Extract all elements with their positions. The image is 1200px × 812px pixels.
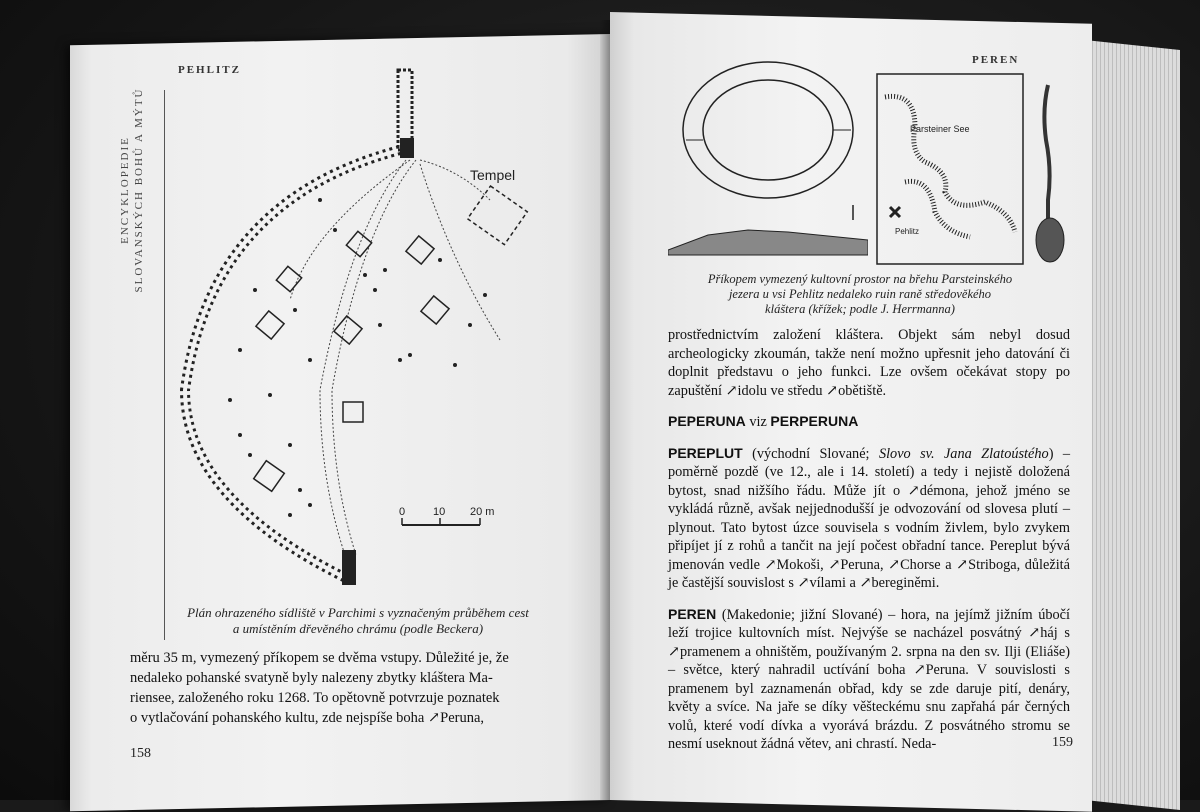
entry-term: PEPERUNA <box>668 413 746 429</box>
entry-peperuna <box>668 412 1070 432</box>
left-caption-line2: a umístěním dřevěného chrámu (podle Beckera) <box>232 621 484 636</box>
left-body-line: o vytlačování pohanského kultu, zde nejspíše boha ↗Peruna, <box>130 710 485 726</box>
bronze-pin-figure <box>1030 80 1070 270</box>
settlement-plan-figure <box>170 60 550 600</box>
entry-term: PEREN <box>668 605 717 622</box>
scale-label-0: 0 <box>399 506 406 518</box>
left-caption-line1: Plán ohrazeného sídliště v Parchimi s vyznačeným průběhem cest <box>187 605 529 620</box>
entry-text: (východní Slované; <box>742 445 879 462</box>
right-page-number: 159 <box>1052 735 1073 750</box>
left-body-line: měru 35 m, vymezený příkopem se dvěma vstupy. Důležité je, že <box>130 650 509 666</box>
entry-term: PEREPLUT <box>668 444 743 461</box>
temple-label: Tempel <box>470 167 516 183</box>
entry-text: ) – poměrně pozdě (ve 12., ale i 14. století) a tedy i nejistě doložená bytost, snad nižšího řádu. Může jít o ↗démona, jehož jméno se vykládá různě, avšak nejjednodušší je odvozování od slovesa plutí – plynout. Tato bytost úzce souvisela s vodním živlem, bylo zvykem připíjet jí z rohů a tančit na její počest obřadní tance. Pereplut bývá jmenován vedle ↗Mokoši, ↗Peruna, ↗Chorse a ↗Striboga, důležitá je častější souvislost s ↗vílami a ↗bereginěmi. <box>668 445 1071 591</box>
entry-text: (Makedonie; jižní Slované) – hora, na jejímž jižním úbočí leží trojice kultovních míst. Nejvýše se nacházel posvátný ↗háj s ↗pramenem a ohništěm, používaným 2. srpna na den sv. Ilji (Eliáše) – světce, který nahradil uctívání boha ↗Peruna. V souvislosti s pramenem byl zaznamenán obřad, kdy se zde daruje pití, denáry, květy a svíce. Na jaře se díky věšteckému snu zapřahá pár černých volů, které vodí dívka a vyorává brázdu. Z posvátného stromu se nesmí useknout žádná větev, ani chrastí. Neda- <box>668 606 1070 752</box>
entry-source: Slovo sv. Jana Zlatoústého <box>878 445 1049 462</box>
entry-pereplut <box>668 444 1070 593</box>
page-edges <box>1085 40 1180 810</box>
entry-viz: viz <box>745 414 771 430</box>
left-figure-caption <box>128 605 588 637</box>
left-body-line: nedaleko pohanské svatyně byly nalezeny zbytky kláštera Ma- <box>130 670 493 686</box>
village-label: Pehlitz <box>895 227 920 236</box>
side-rule <box>164 90 165 640</box>
ring-enclosure-figure <box>668 40 868 270</box>
lake-map-figure <box>875 72 1025 267</box>
left-running-head: PEHLITZ <box>178 64 241 76</box>
entry-peren <box>668 605 1070 754</box>
intro-paragraph: prostřednictvím založení kláštera. Objekt sám nebyl dosud archeologicky zkoumán, takže není možno upřesnit jeho datování či doplnit představu o jeho funkci. Lze ovšem očekávat stopy po zapuštění ↗idolu ve středu ↗obětiště. <box>668 327 1070 399</box>
lake-label: Parsteiner See <box>910 124 970 134</box>
scale-label-10: 10 <box>433 506 446 518</box>
right-caption-line2: jezera u vsi Pehlitz nedaleko ruin raně středověkého <box>728 287 992 301</box>
right-caption-line1: Příkopem vymezený kultovní prostor na břehu Parsteinského <box>707 272 1013 286</box>
right-caption-line3: kláštera (křížek; podle J. Herrmanna) <box>765 302 955 316</box>
left-body-line: riensee, založeného roku 1268. To opětovně potvrzuje poznatek <box>130 690 500 706</box>
left-body-text <box>130 648 590 728</box>
left-page-number: 158 <box>130 746 151 761</box>
right-running-head: PEREN <box>972 54 1020 66</box>
scale-label-20: 20 m <box>470 506 495 518</box>
side-title <box>118 60 146 320</box>
right-body-text <box>668 326 1070 766</box>
side-title-line2: SLOVANSKÝCH BOHŮ A MÝTŮ <box>133 87 145 293</box>
side-title-line1: ENCYKLOPEDIE <box>119 136 131 244</box>
right-figure-caption <box>670 272 1050 317</box>
entry-ref: PERPERUNA <box>770 413 859 429</box>
